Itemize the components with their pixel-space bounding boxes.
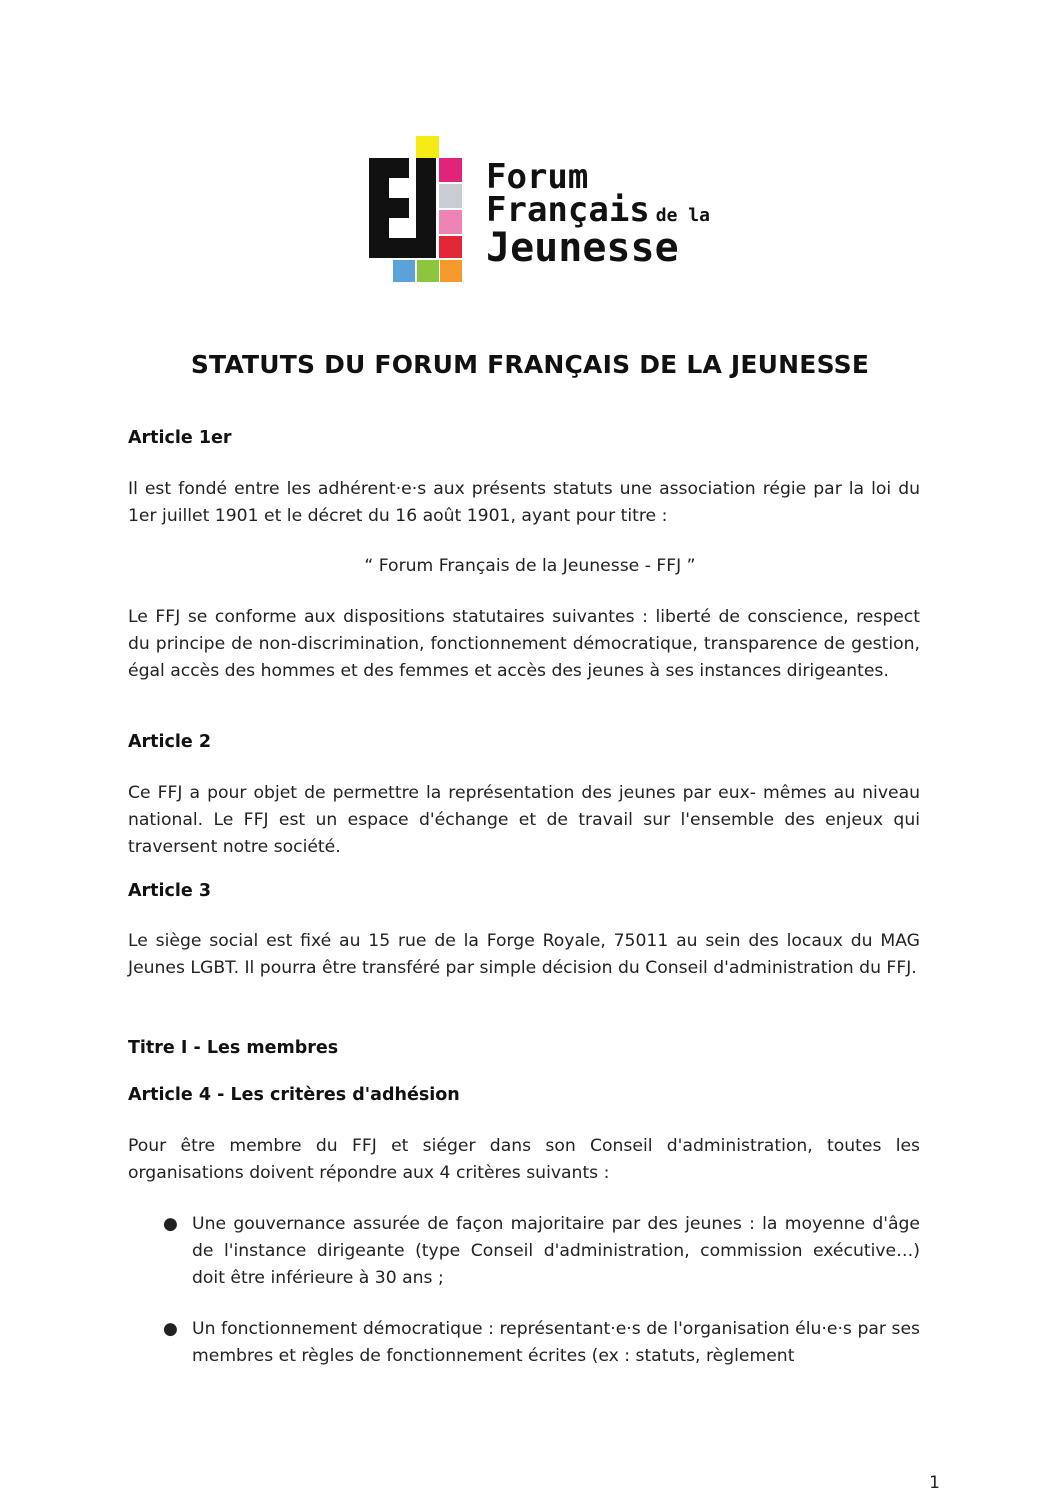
article-1-heading: Article 1er [128,428,232,448]
logo-line-jeunesse: Jeunesse [486,225,679,271]
article-3-heading: Article 3 [128,881,212,901]
criteria-item-text: Une gouvernance assurée de façon majoritaire par des jeunes : la moyenne d'âge de l'instance dirigeante (type Conseil d'administration, commission exécutive…) doit être inférieure à 30 ans ; [192,1214,920,1288]
criteria-list-item [128,1211,920,1292]
bullet-icon: ● [163,1319,178,1339]
logo-line-de-la: de la [655,205,710,226]
association-title-quote: “ Forum Français de la Jeunesse - FFJ ” [364,556,696,576]
ffj-logo-icon [366,134,466,284]
article-2-paragraph: Ce FFJ a pour objet de permettre la représentation des jeunes par eux- mêmes au niveau national. Le FFJ est un espace d'échange et de travail sur l'ensemble des enjeux qui traversent notre société. [128,783,920,857]
titre-1-heading: Titre I - Les membres [128,1038,339,1058]
criteria-list-item [128,1316,920,1370]
logo-line-francais-text: Français [486,190,650,230]
article-4-heading: Article 4 - Les critères d'adhésion [128,1085,460,1105]
logo-line-forum: Forum [486,157,589,197]
article-1-paragraph-2: Le FFJ se conforme aux dispositions statutaires suivantes : liberté de conscience, respect du principe de non-discrimination, fonctionnement démocratique, transparence de gestion, égal accès des hommes et des femmes et accès des jeunes à ses instances dirigeantes. [128,607,920,681]
bullet-icon: ● [163,1214,178,1234]
page-number: 1 [929,1473,940,1493]
article-4-paragraph: Pour être membre du FFJ et siéger dans son Conseil d'administration, toutes les organisations doivent répondre aux 4 critères suivants : [128,1136,920,1183]
document-title: STATUTS DU FORUM FRANÇAIS DE LA JEUNESSE [190,350,870,379]
criteria-item-text: Un fonctionnement démocratique : représentant·e·s de l'organisation élu·e·s par ses membres et règles de fonctionnement écrites (ex : statuts, règlement [192,1319,920,1366]
article-2-heading: Article 2 [128,732,212,752]
ffj-logo [366,134,710,284]
logo-line-francais [486,190,710,230]
article-1-paragraph-1: Il est fondé entre les adhérent·e·s aux présents statuts une association régie par la loi du 1er juillet 1901 et le décret du 16 août 1901, ayant pour titre : [128,479,920,526]
article-3-paragraph: Le siège social est fixé au 15 rue de la Forge Royale, 75011 au sein des locaux du MAG Jeunes LGBT. Il pourra être transféré par simple décision du Conseil d'administration du FFJ. [128,931,920,978]
